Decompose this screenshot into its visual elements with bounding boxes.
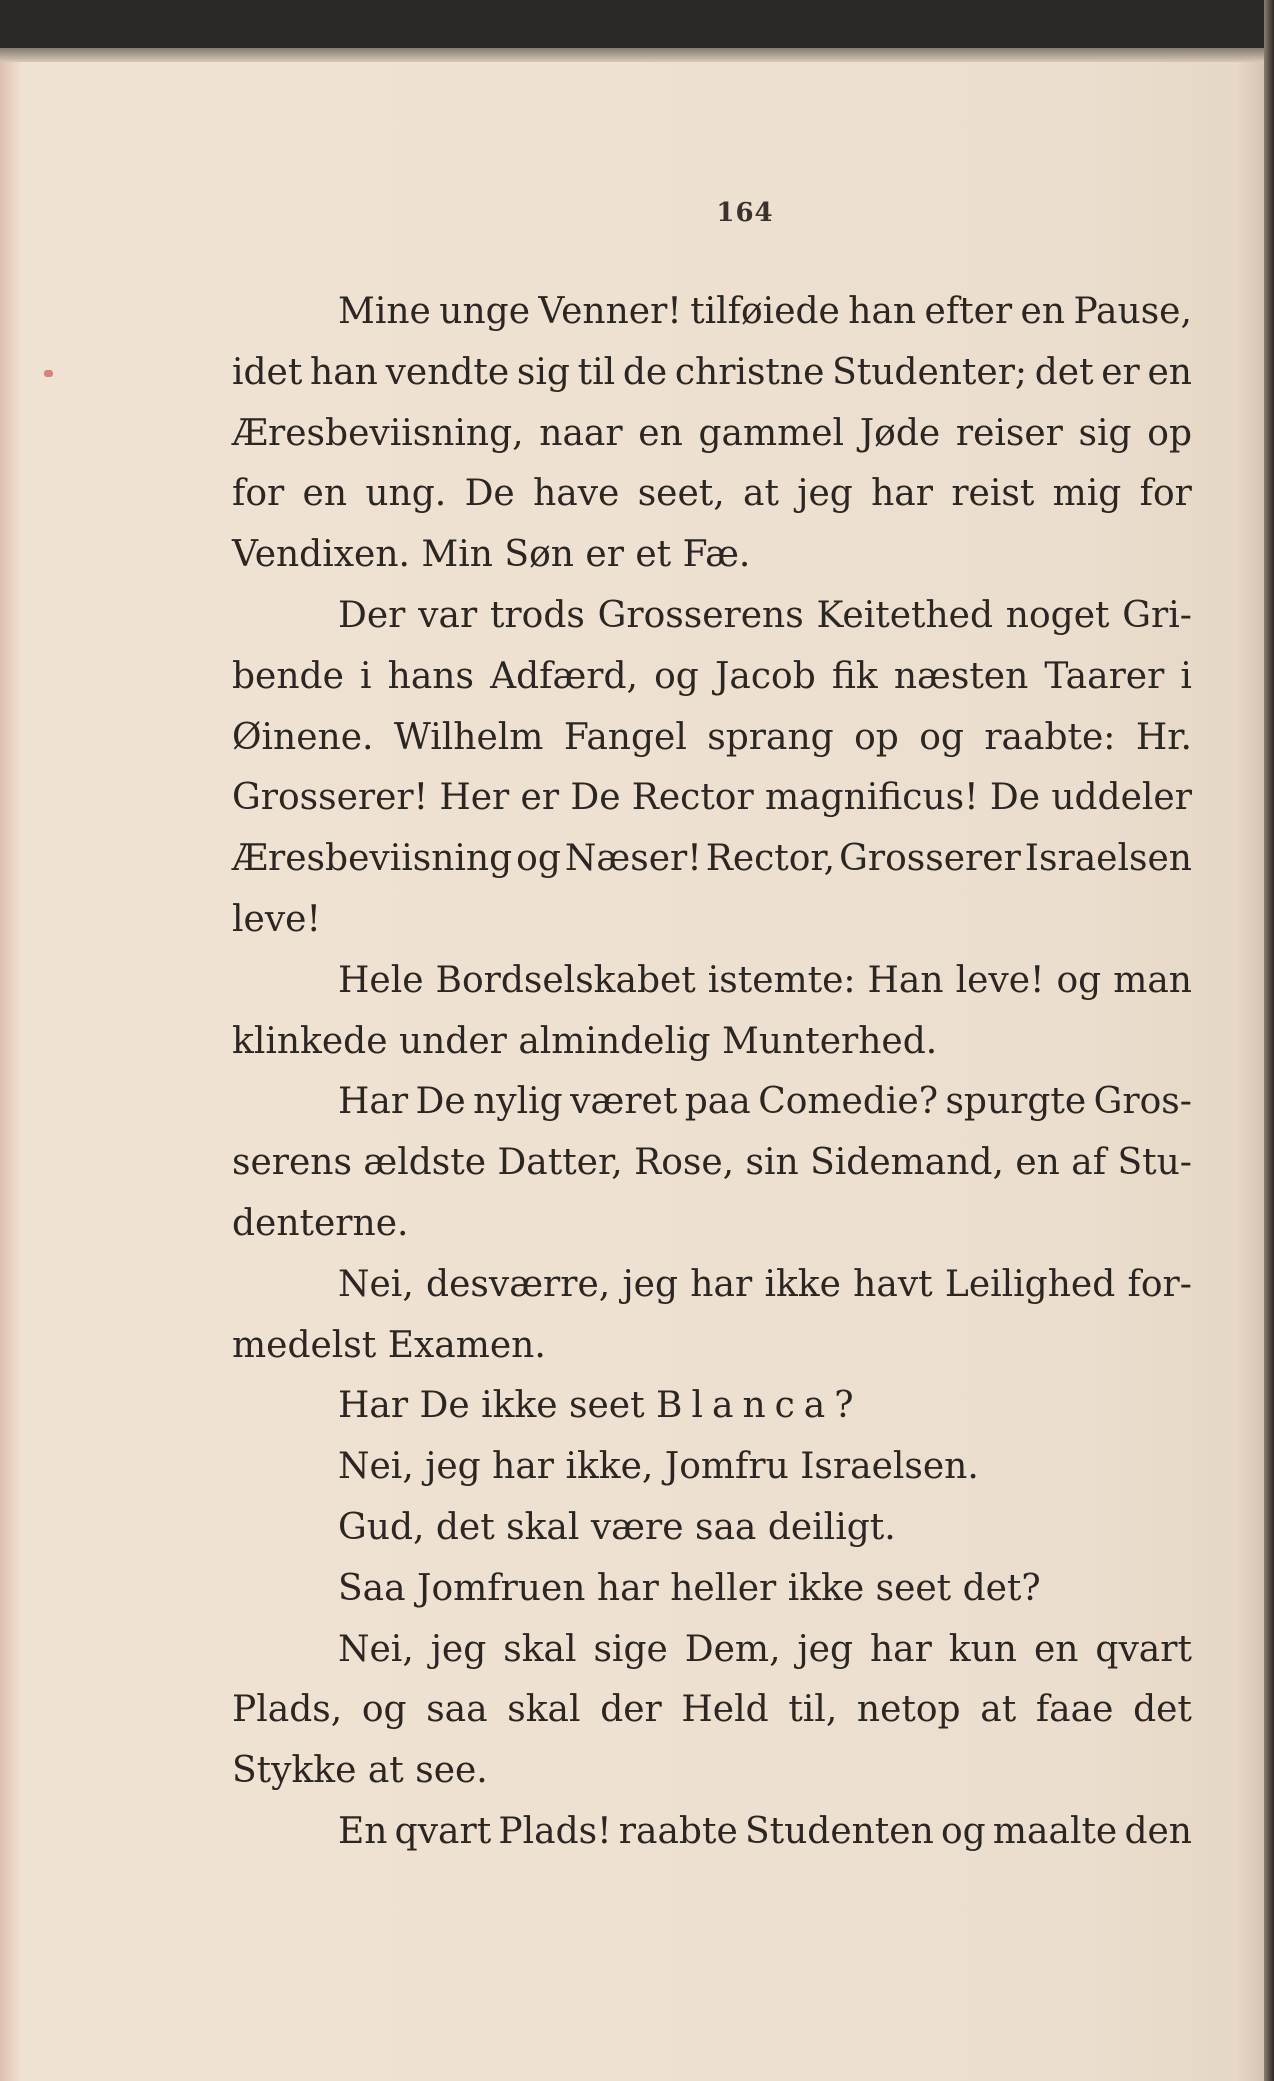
- word: have: [533, 473, 620, 515]
- word: til,: [788, 1689, 838, 1731]
- word: at: [980, 1689, 1017, 1731]
- word: gammel: [698, 412, 845, 454]
- word: Sidemand,: [810, 1142, 1004, 1184]
- text-line: [232, 586, 1192, 647]
- word: og: [361, 1689, 407, 1731]
- word: Stu-: [1117, 1142, 1192, 1184]
- word: han: [310, 351, 378, 393]
- word: Studenter;: [832, 351, 1028, 393]
- word: Fangel: [563, 716, 687, 758]
- word: man: [1113, 959, 1192, 1001]
- word: i: [360, 655, 372, 697]
- word: De: [464, 473, 515, 515]
- text-line: klinkede under almindelig Munterhed.: [232, 1020, 938, 1062]
- text-line: [232, 404, 1192, 465]
- word: en: [1020, 291, 1066, 332]
- word: netop: [856, 1689, 961, 1731]
- word: magnificus!: [764, 777, 979, 819]
- word: jeg: [797, 473, 853, 515]
- word: naar: [539, 412, 623, 454]
- text-line: [232, 1802, 1192, 1863]
- word: Næser!: [564, 838, 702, 880]
- word: Æresbeviisning: [232, 838, 513, 880]
- text-line: Gud, det skal være saa deiligt.: [338, 1506, 896, 1548]
- word: ung.: [365, 473, 447, 515]
- text-line: [232, 1620, 1192, 1681]
- word: Grosserer: [839, 838, 1021, 880]
- word: jeg: [797, 1628, 853, 1670]
- word: for-: [1127, 1263, 1192, 1305]
- word: Nei,: [338, 1628, 414, 1670]
- word: Rose,: [634, 1142, 735, 1184]
- word: Taarer: [1044, 655, 1165, 697]
- word: reist: [951, 473, 1035, 515]
- word: Plads,: [232, 1689, 343, 1731]
- word: jeg: [430, 1628, 487, 1670]
- word: en: [1033, 1628, 1079, 1670]
- word: til: [577, 351, 616, 393]
- word: Øinene.: [232, 716, 374, 758]
- word: Der: [338, 594, 406, 636]
- word: sin: [745, 1142, 799, 1184]
- word: Han: [867, 959, 944, 1001]
- text-line: [232, 343, 1192, 404]
- text-line: [232, 951, 1192, 1012]
- word: hans: [387, 655, 474, 697]
- word: qvart: [394, 1810, 492, 1852]
- word: leve!: [955, 959, 1045, 1001]
- text-line: medelst Examen.: [232, 1324, 546, 1366]
- word: faae: [1035, 1689, 1114, 1731]
- word: ældste: [363, 1142, 487, 1184]
- text-line: [232, 282, 1192, 343]
- word: for: [1139, 473, 1192, 515]
- word: Datter,: [497, 1142, 623, 1184]
- word: Venner!: [538, 291, 682, 332]
- text-line: [232, 1255, 1192, 1316]
- word: Har: [338, 1081, 409, 1123]
- word: Leilighed: [944, 1263, 1116, 1305]
- text-line: [232, 464, 1192, 525]
- text-line: Stykke at see.: [232, 1750, 488, 1792]
- text-line: [232, 829, 1192, 890]
- word: saa: [426, 1689, 488, 1731]
- word: skal: [503, 1628, 577, 1670]
- text-segment: Blanca: [656, 1385, 835, 1427]
- text-line: [232, 647, 1192, 708]
- word: raabte:: [984, 716, 1116, 758]
- word: sige: [593, 1628, 668, 1670]
- word: efter: [924, 291, 1013, 332]
- word: Comedie?: [758, 1081, 939, 1123]
- word: og: [516, 838, 561, 880]
- word: desværre,: [426, 1263, 611, 1305]
- word: De: [989, 777, 1041, 819]
- word: noget: [1005, 594, 1110, 636]
- text-line: Saa Jomfruen har heller ikke seet det?: [338, 1567, 1041, 1609]
- text-line: [232, 708, 1192, 769]
- word: qvart: [1095, 1628, 1192, 1670]
- word: Gri-: [1122, 594, 1192, 636]
- page-number: 164: [716, 198, 774, 228]
- word: den: [1124, 1810, 1192, 1852]
- word: har: [690, 1263, 753, 1305]
- word: maalte: [992, 1810, 1118, 1852]
- ink-speck: [44, 370, 53, 377]
- word: Æresbeviisning,: [232, 412, 524, 454]
- text-segment: ?: [834, 1385, 854, 1427]
- text-line: [232, 1680, 1192, 1741]
- word: Grosserens: [597, 594, 804, 636]
- word: ikke: [764, 1263, 841, 1305]
- text-line: [232, 1133, 1192, 1194]
- word: og: [1056, 959, 1102, 1001]
- word: Jacob: [714, 655, 816, 697]
- word: en: [1015, 1142, 1060, 1184]
- word: Gros-: [1093, 1081, 1192, 1123]
- word: sprang: [707, 716, 834, 758]
- word: trods: [489, 594, 585, 636]
- word: istemte:: [707, 959, 856, 1001]
- page-left-edge: [0, 62, 22, 2081]
- word: vendte: [385, 351, 510, 393]
- word: Keitethed: [816, 594, 994, 636]
- word: Rector: [631, 777, 754, 819]
- word: Wilhelm: [393, 716, 544, 758]
- word: Her: [439, 777, 510, 819]
- word: været: [570, 1081, 678, 1123]
- word: Nei,: [338, 1263, 414, 1305]
- word: Bordselskabet: [435, 959, 696, 1001]
- word: i: [1180, 655, 1192, 697]
- word: er: [1101, 351, 1140, 393]
- word: bende: [232, 655, 344, 697]
- text-line: Vendixen. Min Søn er et Fæ.: [232, 534, 751, 576]
- word: Grosserer!: [232, 777, 429, 819]
- scan-top-border: [0, 0, 1274, 48]
- word: Studenten: [744, 1810, 934, 1852]
- word: raabte: [618, 1810, 738, 1852]
- word: jeg: [622, 1263, 679, 1305]
- word: af: [1071, 1142, 1107, 1184]
- word: sig: [516, 351, 570, 393]
- word: og: [940, 1810, 986, 1852]
- word: Israelsen: [1024, 838, 1192, 880]
- word: spurgte: [945, 1081, 1087, 1123]
- text-line: denterne.: [232, 1202, 409, 1244]
- word: Jøde: [859, 412, 941, 454]
- text-line: [232, 1072, 1192, 1133]
- word: han: [848, 291, 917, 332]
- word: havt: [853, 1263, 933, 1305]
- word: Dem,: [684, 1628, 781, 1670]
- word: Hr.: [1135, 716, 1192, 758]
- word: en: [302, 473, 348, 515]
- word: idet: [232, 351, 303, 393]
- word: der: [600, 1689, 662, 1731]
- text-line: [232, 768, 1192, 829]
- word: reiser: [955, 412, 1063, 454]
- word: at: [743, 473, 779, 515]
- word: paa: [684, 1081, 751, 1123]
- word: det: [1133, 1689, 1192, 1731]
- word: for: [232, 473, 285, 515]
- word: de: [622, 351, 668, 393]
- word: En: [338, 1810, 388, 1852]
- word: og: [919, 716, 964, 758]
- word: kun: [948, 1628, 1017, 1670]
- text-line: leve!: [232, 898, 321, 940]
- text-segment: Har De ikke seet: [338, 1385, 657, 1427]
- word: Mine: [338, 291, 431, 332]
- word: har: [869, 1628, 932, 1670]
- word: fik: [831, 655, 878, 697]
- word: seet,: [637, 473, 725, 515]
- word: og: [654, 655, 699, 697]
- word: mig: [1052, 473, 1122, 515]
- word: Pause,: [1073, 291, 1192, 332]
- word: har: [871, 473, 933, 515]
- scan-right-border: [1264, 0, 1274, 2081]
- word: nylig: [473, 1081, 563, 1123]
- text-line: Nei, jeg har ikke, Jomfru Israelsen.: [338, 1446, 979, 1488]
- body-text: [232, 282, 1192, 1863]
- word: det: [1034, 351, 1094, 393]
- word: uddeler: [1051, 777, 1192, 819]
- word: De: [570, 777, 621, 819]
- word: Rector,: [705, 838, 836, 880]
- word: christne: [674, 351, 825, 393]
- page-gutter-shade: [1238, 62, 1264, 2081]
- word: Adfærd,: [490, 655, 638, 697]
- word: en: [638, 412, 683, 454]
- word: er: [520, 777, 560, 819]
- word: skal: [507, 1689, 581, 1731]
- word: sig: [1078, 412, 1132, 454]
- word: Hele: [338, 959, 424, 1001]
- word: næsten: [893, 655, 1029, 697]
- word: tilføiede: [690, 291, 840, 332]
- word: op: [1147, 412, 1192, 454]
- word: op: [854, 716, 899, 758]
- word: unge: [439, 291, 531, 332]
- word: De: [415, 1081, 466, 1123]
- word: Plads!: [498, 1810, 612, 1852]
- word: Held: [681, 1689, 769, 1731]
- word: var: [418, 594, 478, 636]
- word: serens: [232, 1142, 352, 1184]
- word: en: [1147, 351, 1192, 393]
- text-line: [232, 1376, 1192, 1437]
